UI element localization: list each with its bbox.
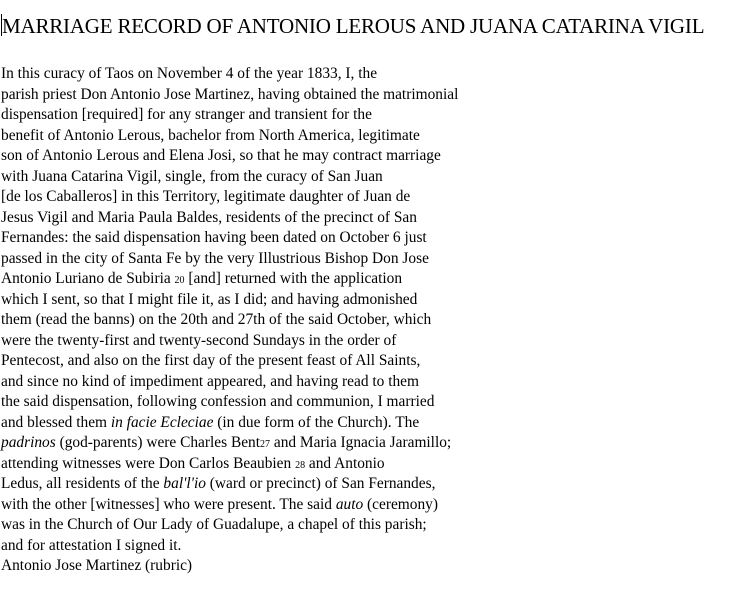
italic-term: padrinos xyxy=(1,434,56,451)
italic-term: auto xyxy=(335,495,364,513)
body-line xyxy=(1,454,746,475)
body-line: In this curacy of Taos on November 4 of the year 1833, I, the xyxy=(1,65,378,82)
body-line: with Juana Catarina Vigil, single, from the curacy of San Juan xyxy=(1,167,383,185)
line-text: (ward or precinct) of San Fernandes, xyxy=(205,475,436,492)
body-line: the said dispensation, following confession and communion, I married xyxy=(1,393,435,410)
line-text: attending witnesses were Don Carlos Beaubien xyxy=(1,454,296,472)
body-line xyxy=(1,269,746,290)
footnote-marker: 20 xyxy=(174,275,185,286)
line-text: and Maria Ignacia Jaramillo; xyxy=(270,434,452,451)
body-line: Pentecost, and also on the first day of the present feast of All Saints, xyxy=(1,352,421,369)
document-title: MARRIAGE RECORD OF ANTONIO LEROUS AND JUANA CATARINA VIGIL xyxy=(2,14,705,38)
line-text: and Antonio xyxy=(305,454,385,472)
body-line xyxy=(1,474,746,495)
body-line: was in the Church of Our Lady of Guadalupe, a chapel of this parish; xyxy=(1,516,427,533)
body-line: Jesus Vigil and Maria Paula Baldes, residents of the precinct of San xyxy=(1,208,417,226)
signature-line: Antonio Jose Martinez (rubric) xyxy=(1,557,193,574)
body-line: Fernandes: the said dispensation having been dated on October 6 just xyxy=(1,229,427,246)
body-line: which I sent, so that I might file it, as I did; and having admonished xyxy=(1,290,418,308)
body-line xyxy=(1,413,746,434)
body-line: [de los Caballeros] in this Territory, legitimate daughter of Juan de xyxy=(1,188,411,205)
body-line: and for attestation I signed it. xyxy=(1,536,182,554)
line-text: with the other [witnesses] who were present. The said xyxy=(1,495,336,513)
body-line: benefit of Antonio Lerous, bachelor from North America, legitimate xyxy=(1,126,420,144)
document-body xyxy=(1,64,746,577)
body-line xyxy=(1,433,746,454)
body-line: them (read the banns) on the 20th and 27th of the said October, which xyxy=(1,311,432,328)
line-text: Ledus, all residents of the xyxy=(1,475,164,492)
body-line: and since no kind of impediment appeared, and having read to them xyxy=(1,372,419,390)
line-text: (in due form of the Church). The xyxy=(213,413,420,431)
body-line: dispensation [required] for any stranger and transient for the xyxy=(1,106,372,123)
italic-term: bal'l'io xyxy=(163,475,206,492)
footnote-marker: 28 xyxy=(295,459,306,471)
body-line: parish priest Don Antonio Jose Martinez, having obtained the matrimonial xyxy=(1,85,459,103)
line-text: (god-parents) were Charles Bent xyxy=(55,434,261,451)
italic-term: in facie Ecleciae xyxy=(110,413,214,431)
line-text: and blessed them xyxy=(1,413,111,431)
footnote-marker: 27 xyxy=(260,439,271,450)
line-text: [and] returned with the application xyxy=(184,270,403,287)
body-line: son of Antonio Lerous and Elena Josi, so that he may contract marriage xyxy=(1,147,441,164)
body-line: were the twenty-first and twenty-second Sundays in the order of xyxy=(1,331,397,349)
line-text: (ceremony) xyxy=(363,495,438,513)
body-line: passed in the city of Santa Fe by the very Illustrious Bishop Don Jose xyxy=(1,249,429,267)
line-text: Antonio Luriano de Subiria xyxy=(1,270,175,287)
body-line xyxy=(1,495,746,516)
